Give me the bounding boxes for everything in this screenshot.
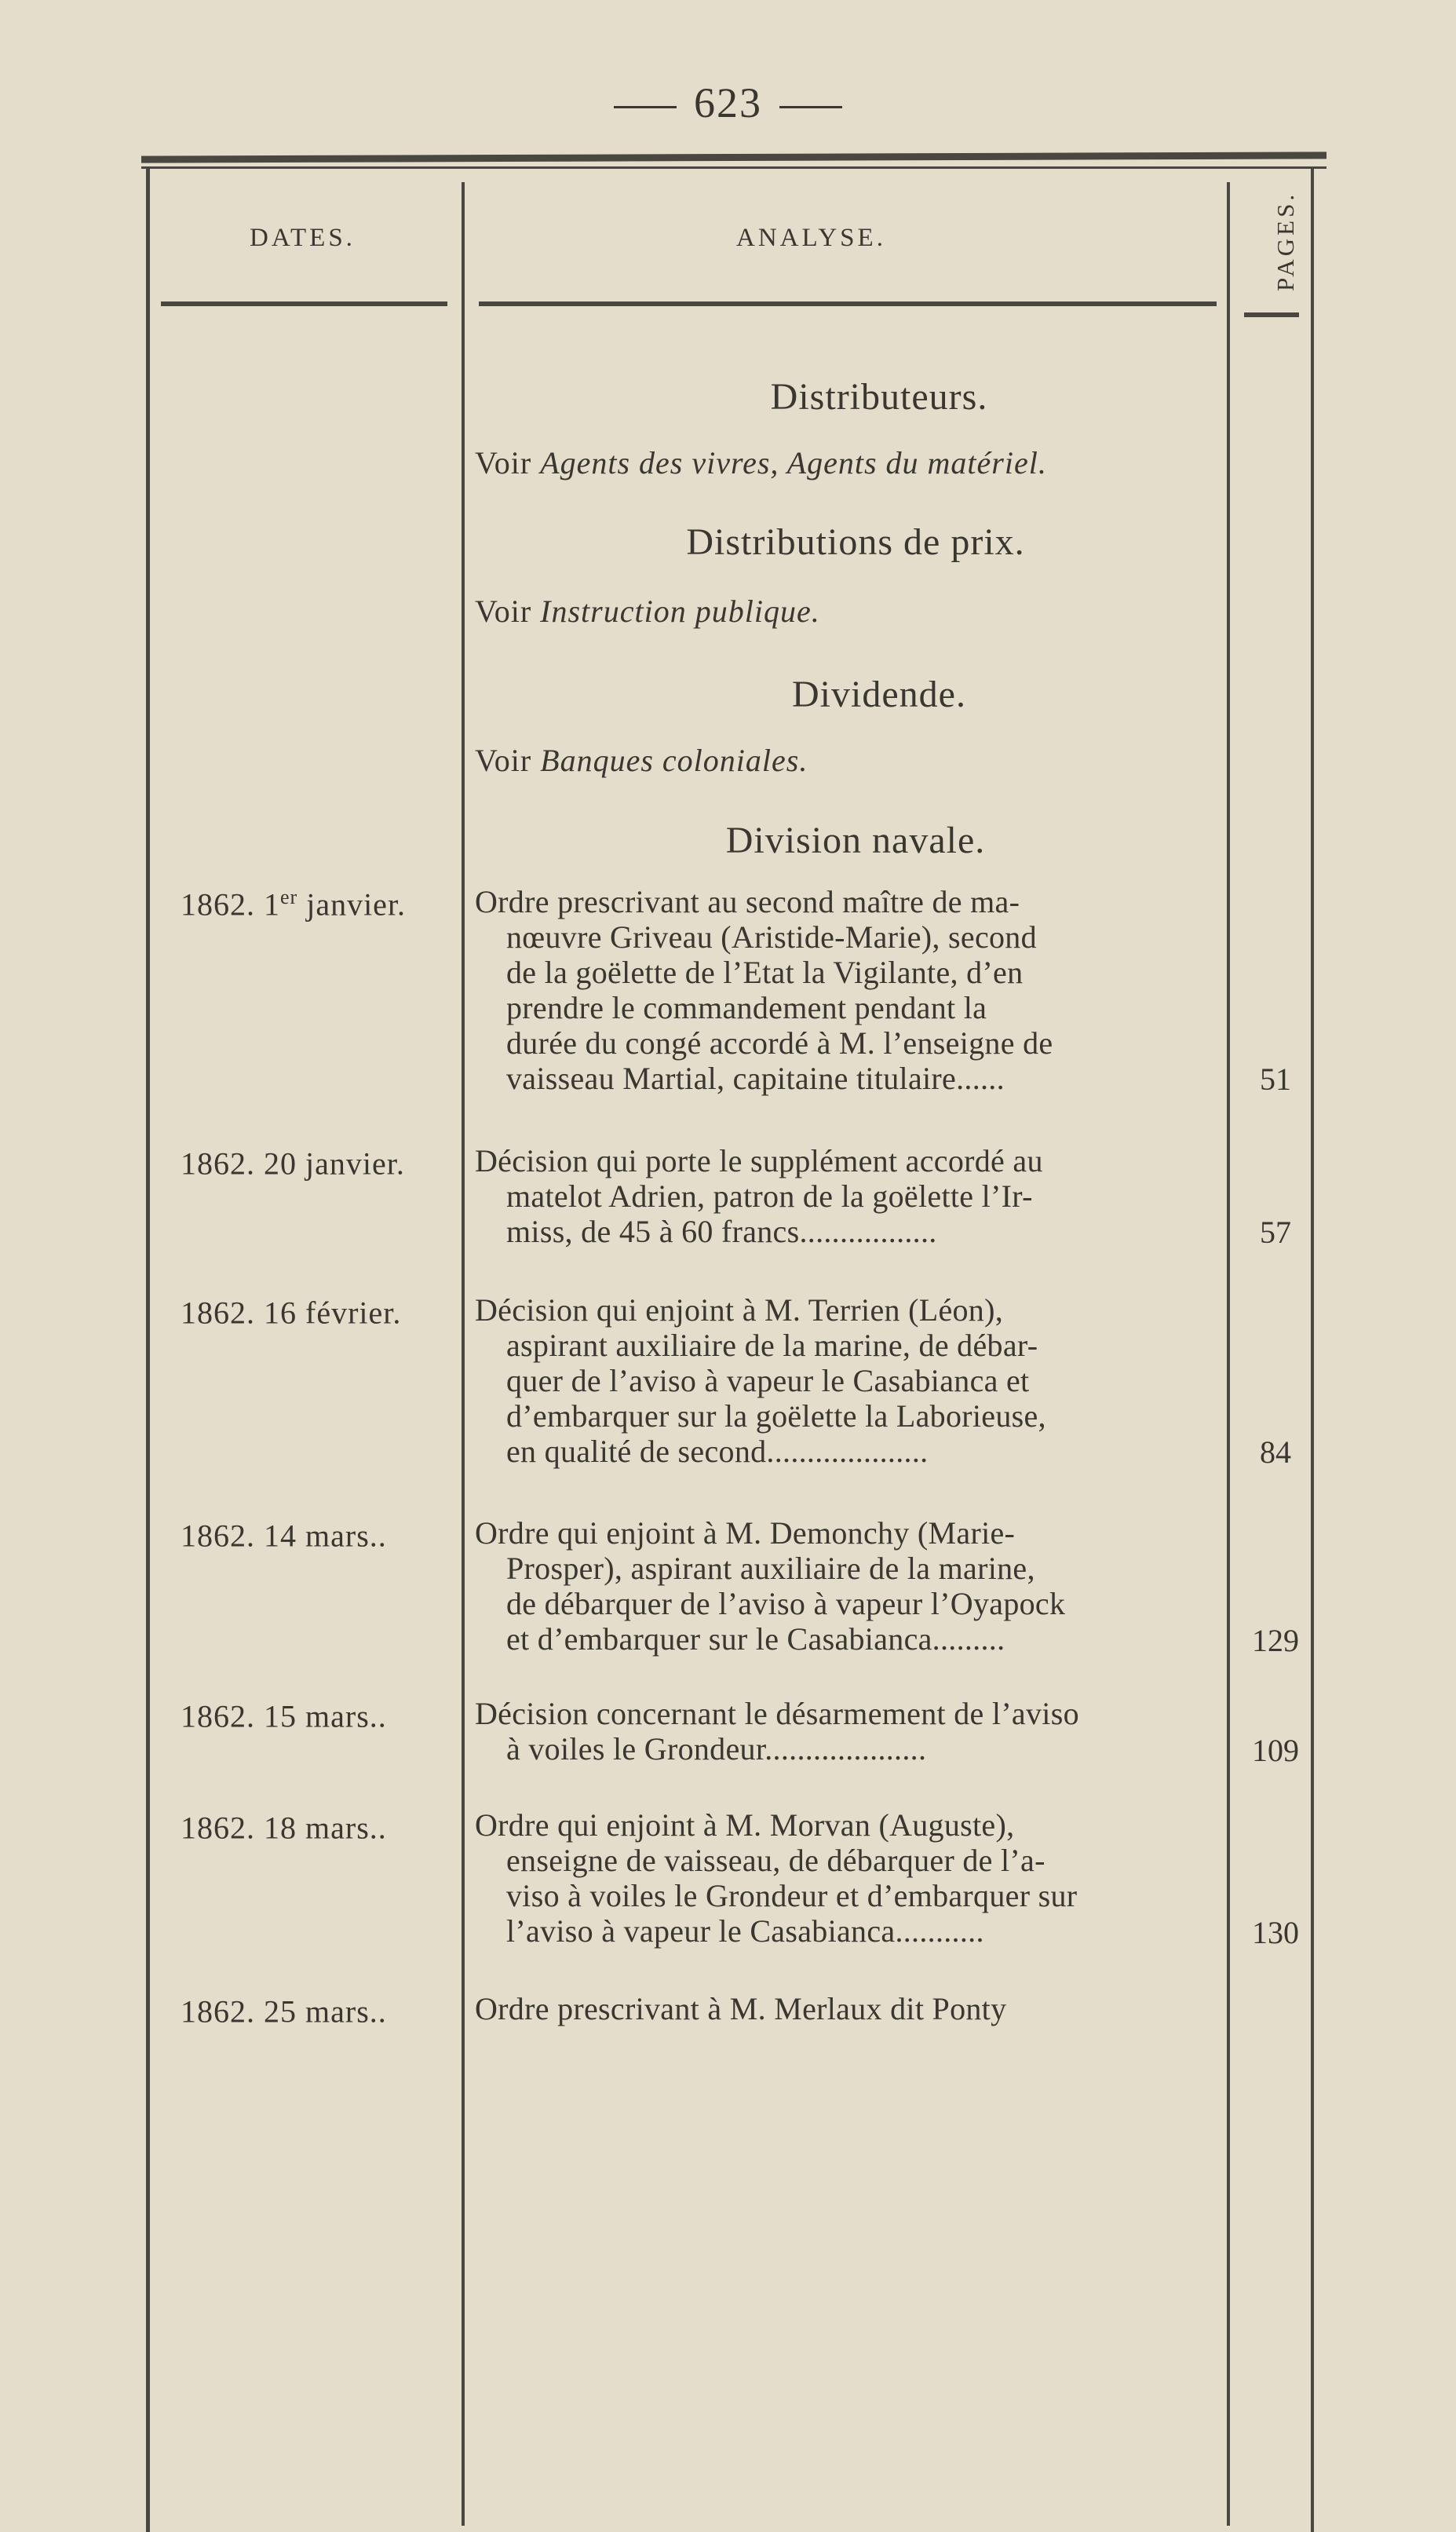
left-frame-rule [146,169,150,2532]
entry-date [181,1993,463,2030]
voir-reference [475,742,808,779]
header-pages: PAGES. [1272,191,1299,291]
entry-line: Décision concernant le désarmement de l’aviso [475,1696,1079,1731]
entry-date [181,1294,463,1331]
header-rule-analyse [479,301,1217,306]
entry-date [181,886,463,923]
entry-line: prendre le commandement pendant la [506,990,987,1025]
section-title-distributeurs: Distributeurs. [770,376,988,418]
header-dates: DATES. [250,224,356,252]
entry-text [475,1515,1228,1657]
voir-ref: Agents des vivres, Agents du matériel. [540,445,1047,480]
date-year: 1862. [181,1295,255,1331]
voir-prefix: Voir [475,594,532,629]
entry-line: de débarquer de l’aviso à vapeur l’Oyapock [506,1586,1066,1621]
date-day: 16 [264,1295,297,1331]
entry-text [475,884,1228,1096]
entry-text [475,1696,1228,1767]
entry-date [181,1517,463,1554]
date-month: janvier. [297,1145,405,1182]
voir-reference [475,593,820,630]
date-month: janvier. [297,886,407,923]
date-day: 18 [264,1810,297,1846]
date-month: mars.. [297,1518,387,1554]
entry-line: vaisseau Martial, capitaine titulaire...... [506,1061,1005,1096]
dash-right [779,106,842,108]
entry-line: nœuvre Griveau (Aristide-Marie), second [506,919,1037,955]
page-number-text: 623 [694,79,762,126]
date-month: mars.. [297,1810,387,1846]
date-day: 25 [264,1993,297,2030]
entry-line: de la goëlette de l’Etat la Vigilante, d’en [506,955,1024,990]
entry-line: Prosper), aspirant auxiliaire de la marine, [506,1551,1035,1586]
entry-line: Décision qui enjoint à M. Terrien (Léon), [475,1292,1004,1328]
entry-line: miss, de 45 à 60 francs................. [506,1214,937,1249]
voir-ref: Instruction publique. [540,594,820,629]
entry-line: Décision qui porte le supplément accordé au [475,1143,1043,1178]
voir-prefix: Voir [475,743,532,778]
date-day: 1 [264,886,280,923]
entry-page-number: 84 [1260,1434,1291,1470]
dash-left [614,106,677,108]
date-year: 1862. [181,1993,255,2030]
table-top-rule [141,152,1326,163]
entry-text [475,1143,1228,1249]
entry-line: et d’embarquer sur le Casabianca......... [506,1621,1005,1657]
entry-page-number: 129 [1252,1623,1299,1658]
entry-line: l’aviso à vapeur le Casabianca........... [506,1913,984,1949]
date-month: mars.. [297,1993,387,2030]
entry-line: matelot Adrien, patron de la goëlette l’Ir- [506,1178,1033,1214]
entry-date [181,1809,463,1846]
entry-text [475,1807,1228,1949]
header-rule-pages [1244,312,1299,317]
date-year: 1862. [181,886,255,923]
entry-date [181,1697,463,1734]
voir-ref: Banques coloniales. [540,743,808,778]
date-year: 1862. [181,1518,255,1554]
date-year: 1862. [181,1698,255,1734]
date-month: mars.. [297,1698,387,1734]
entry-line: en qualité de second.................... [506,1434,929,1469]
entry-date [181,1145,463,1182]
entry-line: enseigne de vaisseau, de débarquer de l’a- [506,1843,1045,1878]
date-day: 20 [264,1145,297,1182]
entry-text [475,1292,1228,1469]
entry-line: quer de l’aviso à vapeur le Casabianca et [506,1363,1030,1398]
date-month: février. [297,1295,402,1331]
date-year: 1862. [181,1145,255,1182]
entry-line: viso à voiles le Grondeur et d’embarquer sur [506,1878,1078,1913]
section-title-dividende: Dividende. [792,674,966,715]
entry-line: durée du congé accordé à M. l’enseigne de [506,1025,1053,1061]
section-title-division-navale: Division navale. [725,820,986,861]
entry-text [475,1991,1228,2026]
entry-page-number: 51 [1260,1061,1291,1097]
entry-line: Ordre prescrivant au second maître de ma- [475,884,1020,919]
date-day: 15 [264,1698,297,1734]
entry-line: à voiles le Grondeur.................... [506,1731,927,1767]
entry-page-number: 57 [1260,1215,1291,1250]
date-sup: er [280,886,298,908]
date-day: 14 [264,1518,297,1554]
entry-line: Ordre qui enjoint à M. Morvan (Auguste), [475,1807,1015,1843]
entry-line: d’embarquer sur la goëlette la Laborieuse, [506,1398,1046,1434]
page-number [0,79,1456,127]
entry-page-number: 130 [1252,1915,1299,1950]
right-frame-rule [1311,169,1314,2532]
header-analyse: ANALYSE. [736,224,886,252]
section-title-distributions: Distributions de prix. [686,521,1025,563]
voir-reference [475,444,1047,481]
table-top-rule-thin [141,166,1326,169]
header-rule-dates [161,301,447,306]
entry-page-number: 109 [1252,1733,1299,1768]
entry-line: aspirant auxiliaire de la marine, de débar- [506,1328,1038,1363]
entry-line: Ordre prescrivant à M. Merlaux dit Ponty [475,1991,1007,2026]
date-year: 1862. [181,1810,255,1846]
voir-prefix: Voir [475,445,532,480]
entry-line: Ordre qui enjoint à M. Demonchy (Marie- [475,1515,1016,1551]
